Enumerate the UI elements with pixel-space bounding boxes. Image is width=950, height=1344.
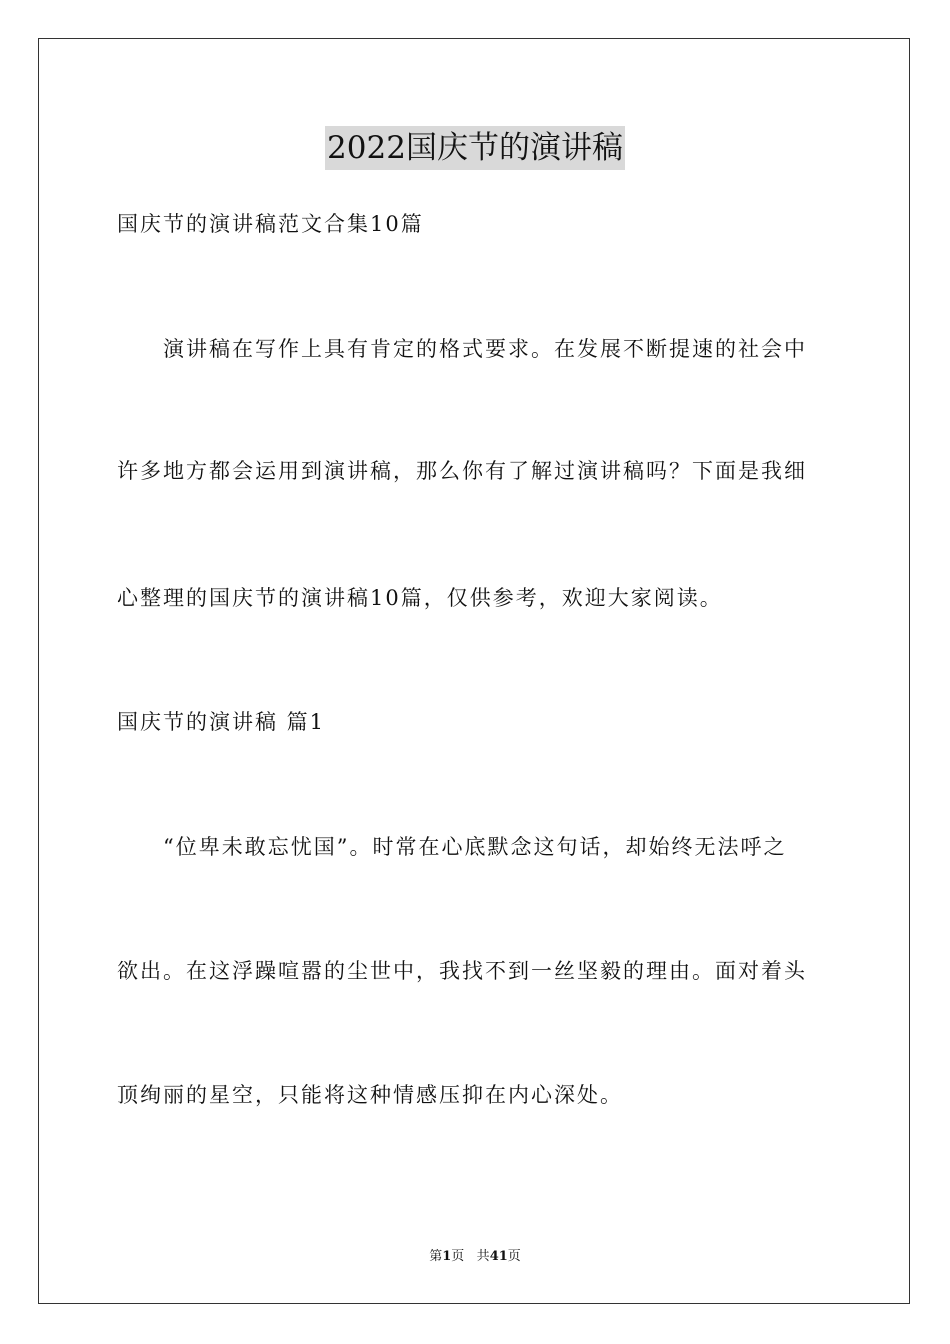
page-footer xyxy=(0,1248,950,1266)
footer-total-pages: 41 xyxy=(489,1249,508,1264)
title-container xyxy=(0,126,950,170)
paragraph-line: 顶绚丽的星空，只能将这种情感压抑在内心深处。 xyxy=(117,1083,623,1107)
footer-page-prefix: 第 xyxy=(429,1249,443,1264)
section-heading: 国庆节的演讲稿 篇1 xyxy=(117,710,326,734)
footer-gap xyxy=(464,1249,476,1264)
paragraph-line: 演讲稿在写作上具有肯定的格式要求。在发展不断提速的社会中 xyxy=(163,337,807,361)
paragraph-line: 心整理的国庆节的演讲稿10篇，仅供参考，欢迎大家阅读。 xyxy=(117,586,723,610)
footer-page-suffix: 页 xyxy=(451,1249,465,1264)
footer-total-suffix: 页 xyxy=(507,1249,521,1264)
paragraph-line: 许多地方都会运用到演讲稿，那么你有了解过演讲稿吗？下面是我细 xyxy=(117,459,807,483)
paragraph-line: 欲出。在这浮躁喧嚣的尘世中，我找不到一丝坚毅的理由。面对着头 xyxy=(117,959,807,983)
footer-page-number: 1 xyxy=(442,1249,452,1264)
paragraph-line: “位卑未敢忘忧国”。时常在心底默念这句话，却始终无法呼之 xyxy=(163,835,787,859)
document-subtitle: 国庆节的演讲稿范文合集10篇 xyxy=(117,212,424,236)
footer-total-prefix: 共 xyxy=(476,1249,490,1264)
document-title: 2022国庆节的演讲稿 xyxy=(325,126,625,170)
